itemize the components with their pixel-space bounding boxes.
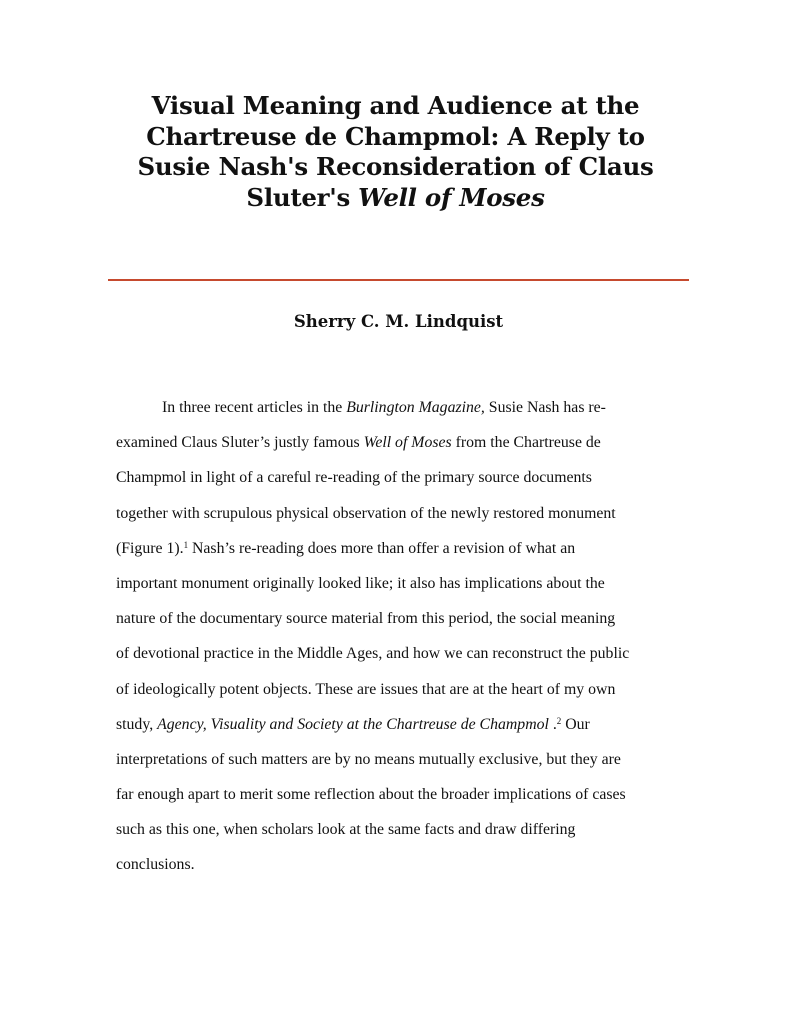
journal-title: Burlington Magazine, [346,399,485,416]
title-line-3: Susie Nash's Reconsideration of Claus [137,152,654,181]
paragraph-line: far enough apart to merit some reflection about the broader implications of cases [116,786,626,804]
title-line-4-prefix: Sluter's [246,182,359,212]
text-run: (Figure 1). [116,539,184,557]
article-title [110,91,681,213]
paragraph-line: of ideologically potent objects. These are issues that are at the heart of my own [116,680,616,698]
text-run: In three recent articles in the [162,399,347,416]
paragraph-line: such as this one, when scholars look at the same facts and draw differing [116,821,576,839]
paragraph-line: conclusions. [116,856,195,874]
paragraph-line [116,531,676,566]
text-run: Our [561,715,590,733]
footnote-ref-2[interactable]: 2 [556,715,562,726]
title-line-2: Chartreuse de Champmol: A Reply to [146,121,645,151]
paragraph-line: important monument originally looked like; it also has implications about the [116,574,605,592]
paragraph-line [116,707,676,742]
paragraph-line: Champmol in light of a careful re-reading of the primary source documents [116,469,592,487]
paragraph-line [116,390,676,425]
paragraph-line [116,425,676,460]
text-run: from the Chartreuse de [451,434,601,452]
paragraph-line: of devotional practice in the Middle Ages, and how we can reconstruct the public [116,645,630,663]
book-title: Agency, Visuality and Society at the Chartreuse de Champmol [157,715,549,733]
text-run: study, [116,715,158,733]
text-run: examined Claus Sluter’s justly famous [116,434,364,452]
paragraph-line: nature of the documentary source material from this period, the social meaning [116,610,616,628]
text-run: Nash’s re-reading does more than offer a revision of what an [188,539,576,557]
title-line-4-italic: Well of Moses [358,182,545,212]
work-title: Well of Moses [363,434,452,452]
text-run: . [548,715,557,733]
footnote-ref-1[interactable]: 1 [183,539,189,550]
title-line-1: Visual Meaning and Audience at the [151,91,640,120]
paragraph-line: interpretations of such matters are by no means mutually exclusive, but they are [116,750,621,768]
text-run: Susie Nash has re- [484,399,606,416]
title-divider [108,279,689,281]
author-name: Sherry C. M. Lindquist [293,312,504,331]
paragraph-line: together with scrupulous physical observation of the newly restored monument [116,504,616,522]
body-paragraph [116,390,676,883]
